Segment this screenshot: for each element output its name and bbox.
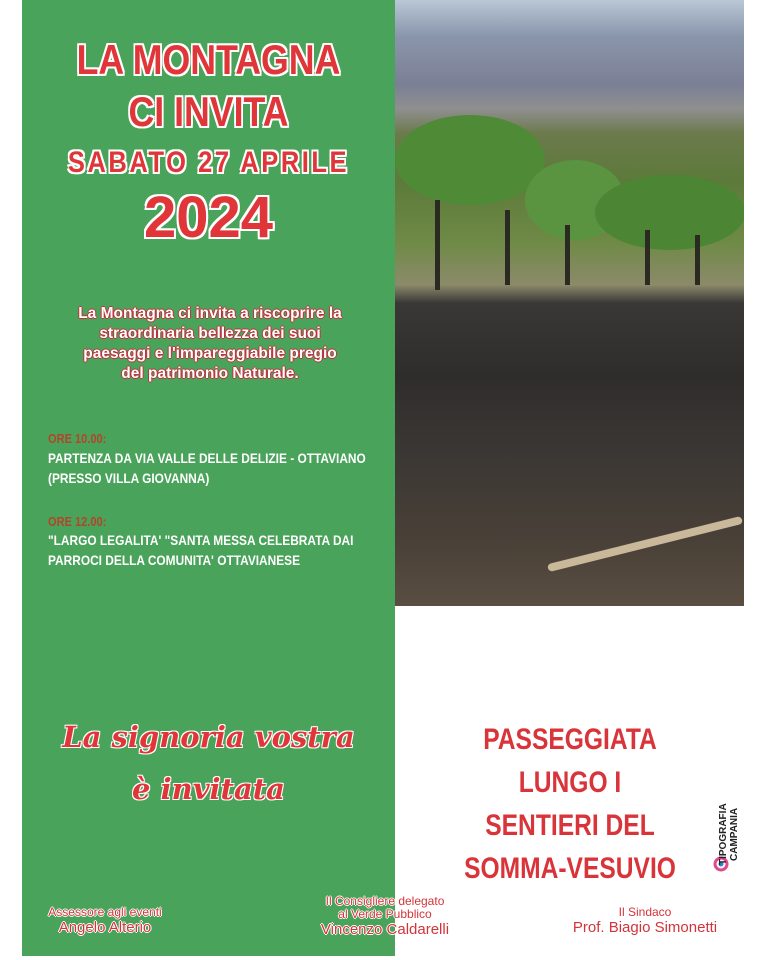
signature-name: Vincenzo Caldarelli xyxy=(320,921,450,938)
schedule-detail xyxy=(48,448,366,488)
signature-role: al Verde Pubblico xyxy=(338,907,432,921)
description-line: paesaggi e l'impareggiabile pregio xyxy=(83,345,337,362)
event-name-line: SOMMA-VESUVIO xyxy=(464,852,676,885)
event-year: 2024 xyxy=(143,185,274,250)
description xyxy=(40,304,380,384)
invitation-line1: La signoria vostra xyxy=(62,720,355,754)
event-date: SABATO 27 APRILE xyxy=(67,146,350,179)
signature-role: Il Sindaco xyxy=(618,905,672,919)
event-name-line: SENTIERI DEL xyxy=(485,809,655,842)
signature-name: Prof. Biagio Simonetti xyxy=(572,919,718,936)
printer-logo-text: TIPOGRAFIA CAMPANIA xyxy=(718,803,740,865)
description-line: del patrimonio Naturale. xyxy=(121,365,299,382)
signature-role: Il Consigliere delegato xyxy=(325,894,445,908)
schedule-line: (PRESSO VILLA GIOVANNA) xyxy=(48,470,210,486)
schedule-line: PARTENZA DA VIA VALLE DELLE DELIZIE - OTTAVIANO xyxy=(48,450,366,466)
invitation-line2: è invitata xyxy=(132,772,285,806)
landscape-photo xyxy=(395,0,744,606)
event-name xyxy=(439,718,701,890)
event-name-line: PASSEGGIATA LUNGO I xyxy=(483,723,657,799)
schedule-line: PARROCI DELLA COMUNITA' OTTAVIANESE xyxy=(48,552,301,568)
schedule-line: "LARGO LEGALITA' "SANTA MESSA CELEBRATA DAI xyxy=(48,532,354,548)
signature-assessore xyxy=(30,906,180,937)
description-line: straordinaria bellezza dei suoi xyxy=(99,325,321,342)
schedule-time: ORE 12.00: xyxy=(48,514,107,529)
signature-name: Angelo Alterio xyxy=(58,919,152,936)
title-line1: LA MONTAGNA xyxy=(76,36,341,83)
schedule-detail xyxy=(48,530,353,570)
signature-role: Assessore agli eventi xyxy=(48,905,162,919)
signature-sindaco xyxy=(560,906,730,937)
schedule-time: ORE 10.00: xyxy=(48,431,107,446)
title-line2: CI INVITA xyxy=(128,88,289,135)
signature-consigliere xyxy=(300,895,470,939)
description-line: La Montagna ci invita a riscoprire la xyxy=(78,305,342,322)
